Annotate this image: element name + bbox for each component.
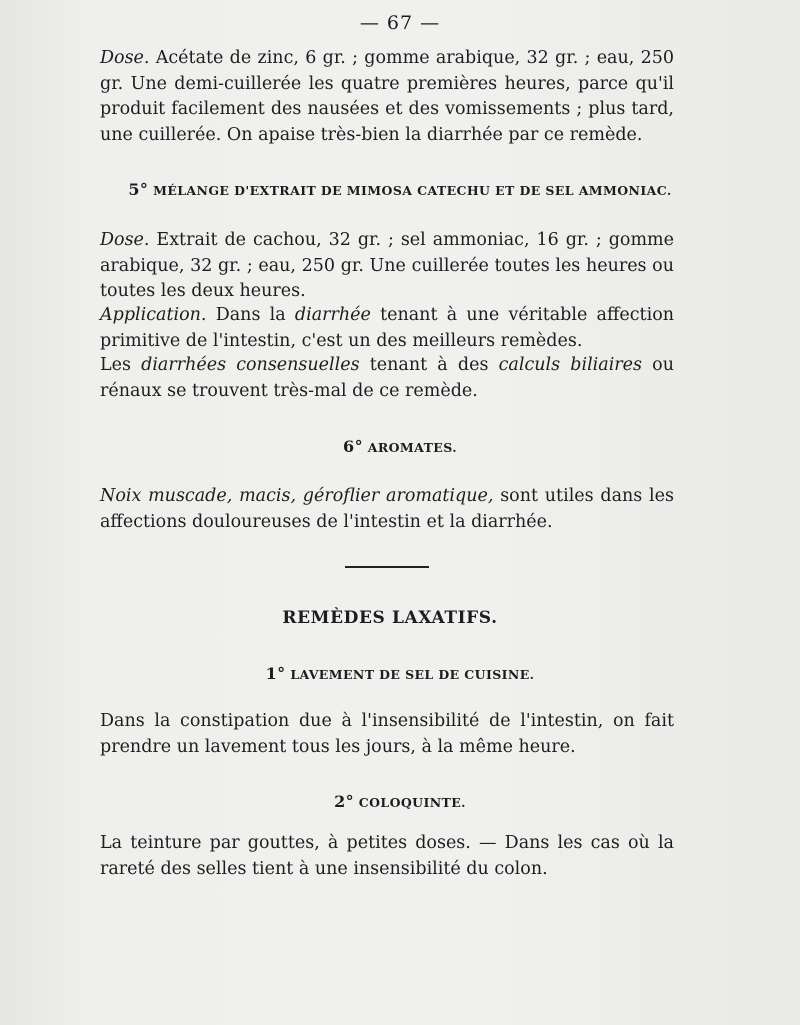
divider-rule [345,566,429,568]
dose-paragraph-cachou [100,228,674,305]
application-paragraph [100,303,674,354]
paragraph-text: tenant à des [359,355,499,375]
section-heading-2 [0,792,800,811]
section-heading-6 [0,437,800,456]
section-heading-1 [0,664,800,683]
dose-label: Dose. [100,48,150,68]
consensuelles-paragraph [100,353,674,404]
paragraph-text: sont utiles dans les affections douloureuses de l'intestin et la diarrhée. [100,486,674,532]
chapter-heading: REMÈDES LAXATIFS. [282,608,498,628]
dose-label: Dose. [100,230,150,250]
application-italic: diarrhée [294,305,371,325]
application-text: Dans la [206,305,295,325]
section-title: MÉLANGE D'EXTRAIT DE MIMOSA CATECHU ET DE SEL AMMONIAC. [153,183,672,198]
section-number: 6° [343,437,363,456]
section-title: AROMATES. [367,440,457,455]
section-number: 5° [128,180,149,199]
paragraph-italic: Noix muscade, macis, géroflier aromatique, [100,486,494,506]
paragraph-italic: calculs biliaires [498,355,642,375]
aromates-paragraph [100,484,674,535]
section-title: COLOQUINTE. [358,795,466,810]
section-heading-5 [0,180,800,199]
paragraph-text: Les [100,355,142,375]
paragraph-italic: diarrhées consensuelles [141,355,360,375]
section-number: 2° [334,792,354,811]
paragraph-text: ou rénaux se trouvent très-mal de ce remède. [100,355,674,401]
application-text: tenant à une véritable affection primitive de l'intestin, c'est un des meilleurs remèdes. [100,305,674,351]
coloquinte-paragraph: La teinture par gouttes, à petites doses. — Dans les cas où la rareté des selles tient à une insensibilité du colon. [100,833,674,879]
section-number: 1° [265,664,286,683]
lavement-paragraph: Dans la constipation due à l'insensibilité de l'intestin, on fait prendre un lavement tous les jours, à la même heure. [100,711,674,757]
dose-paragraph-zinc [100,46,674,148]
dose-text: Acétate de zinc, 6 gr. ; gomme arabique, 32 gr. ; eau, 250 gr. Une demi-cuillerée les quatre premières heures, parce qu'il produit facilement des nausées et des vomissements ; plus tard, une cuillerée. On apaise très-bien la diarrhée par ce remède. [100,48,674,145]
section-title: LAVEMENT DE SEL DE CUISINE. [290,667,535,682]
page-number: — 67 — [359,12,441,34]
application-label: Application. [100,305,207,325]
dose-text: Extrait de cachou, 32 gr. ; sel ammoniac, 16 gr. ; gomme arabique, 32 gr. ; eau, 250 gr. Une cuillerée toutes les heures ou toutes les deux heures. [100,230,674,301]
